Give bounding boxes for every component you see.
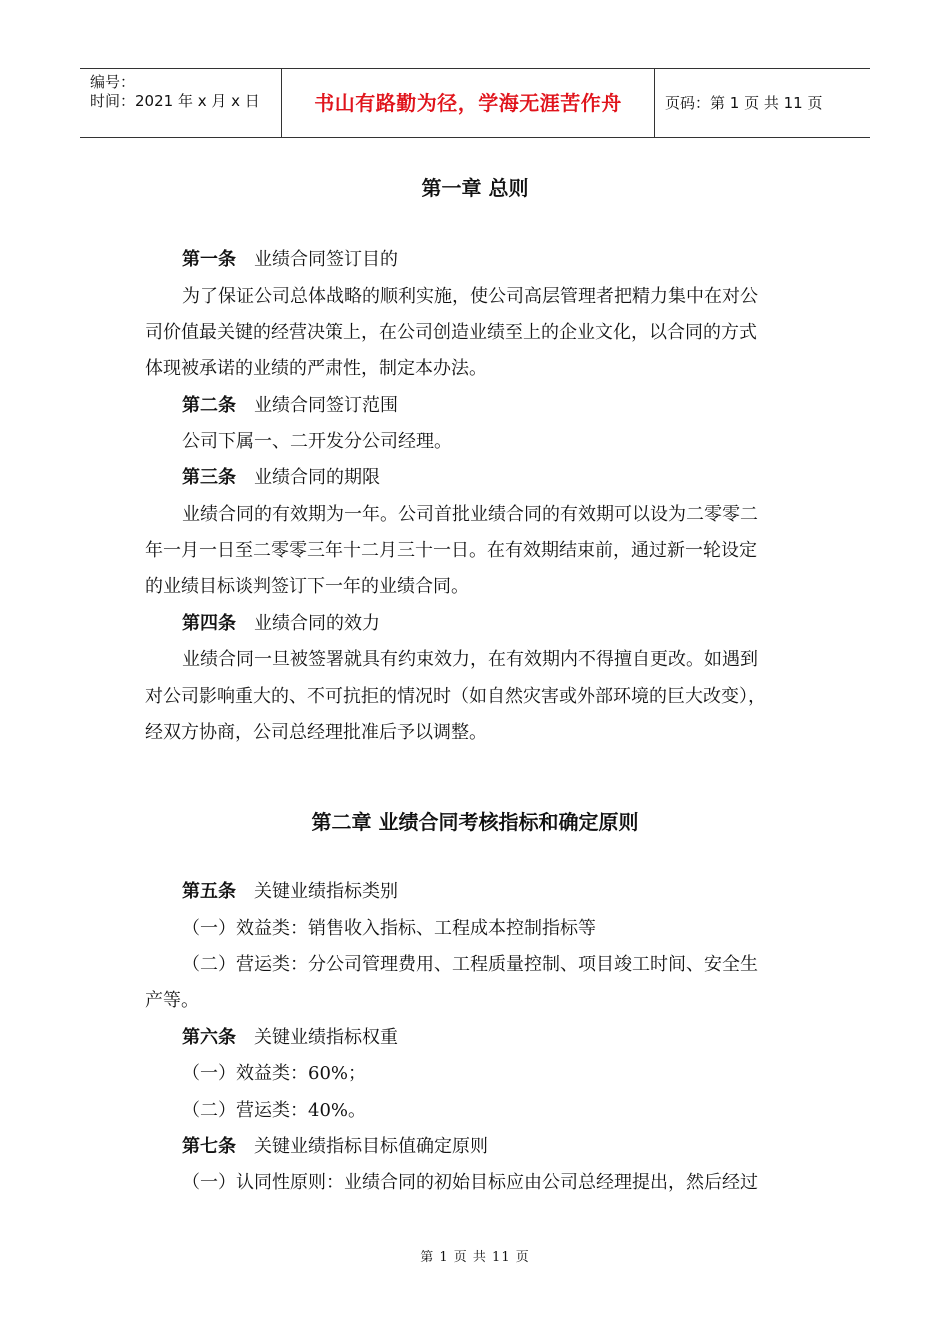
article-number: 第四条 [182,613,236,634]
article-title: 关键业绩指标类别 [254,881,398,902]
paragraph-line: 年一月一日至二零零三年十二月三十一日。在有效期结束前，通过新一轮设定 [145,540,757,561]
paragraph-line: 业绩合同一旦被签署就具有约束效力，在有效期内不得擅自更改。如遇到 [182,649,758,670]
paragraph-line: 对公司影响重大的、不可抗拒的情况时（如自然灾害或外部环境的巨大改变）， [145,686,766,707]
paragraph-line: （二）营运类：分公司管理费用、工程质量控制、项目竣工时间、安全生 [182,954,758,975]
article-number: 第二条 [182,395,236,416]
article-heading [182,466,380,490]
header-left-cell [80,69,281,137]
header-table [80,68,870,138]
paragraph-line: （一）认同性原则：业绩合同的初始目标应由公司总经理提出，然后经过 [182,1172,758,1193]
article-number: 第三条 [182,467,236,488]
document-date-label: 时间：2021 年 x 月 x 日 [90,92,260,110]
article-title: 关键业绩指标目标值确定原则 [254,1136,488,1157]
article-title: 业绩合同签订范围 [254,395,398,416]
paragraph-line: 经双方协商，公司总经理批准后予以调整。 [145,722,487,743]
paragraph-line: （二）营运类：40%。 [182,1100,367,1121]
header-page-label: 页码：第 1 页 共 11 页 [665,94,823,112]
article-number: 第七条 [182,1136,236,1157]
chapter-1-title: 第一章 总则 [421,176,529,200]
article-title: 业绩合同的期限 [254,467,380,488]
paragraph-line: 产等。 [145,990,199,1011]
document-number-label: 编号： [90,73,136,91]
article-heading [182,248,398,272]
article-heading [182,394,398,418]
article-title: 业绩合同的效力 [254,613,380,634]
paragraph-line: 公司下属一、二开发分公司经理。 [182,431,452,452]
article-heading [182,612,380,636]
article-heading [182,1026,398,1050]
header-motto: 书山有路勤为径，学海无涯苦作舟 [281,69,655,137]
paragraph-line: 司价值最关键的经营决策上，在公司创造业绩至上的企业文化，以合同的方式 [145,322,757,343]
paragraph-line: 体现被承诺的业绩的严肃性，制定本办法。 [145,358,487,379]
paragraph-line: 业绩合同的有效期为一年。公司首批业绩合同的有效期可以设为二零零二 [182,504,758,525]
article-number: 第六条 [182,1027,236,1048]
article-title: 业绩合同签订目的 [254,249,398,270]
article-heading [182,880,398,904]
chapter-2-title: 第二章 业绩合同考核指标和确定原则 [311,810,639,834]
paragraph-line: 为了保证公司总体战略的顺利实施，使公司高层管理者把精力集中在对公 [182,286,758,307]
paragraph-line: 的业绩目标谈判签订下一年的业绩合同。 [145,576,469,597]
article-title: 关键业绩指标权重 [254,1027,398,1048]
article-heading [182,1135,488,1159]
page-footer: 第 1 页 共 11 页 [420,1250,530,1265]
article-number: 第一条 [182,249,236,270]
paragraph-line: （一）效益类：销售收入指标、工程成本控制指标等 [182,918,596,939]
article-number: 第五条 [182,881,236,902]
paragraph-line: （一）效益类：60%； [182,1063,367,1084]
